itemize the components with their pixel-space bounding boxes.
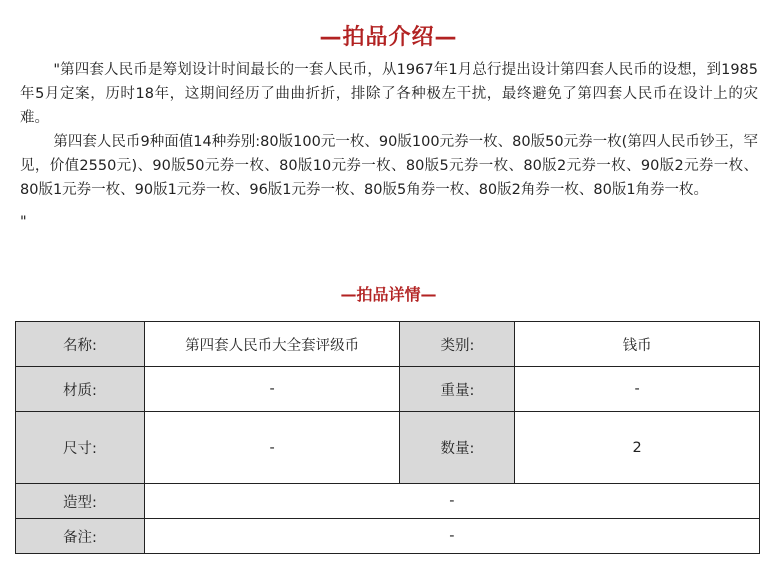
table-row	[16, 322, 760, 367]
material-label: 材质:	[16, 367, 145, 412]
weight-value: -	[515, 367, 760, 412]
material-value: -	[144, 367, 400, 412]
size-label: 尺寸:	[16, 412, 145, 484]
name-label: 名称:	[16, 322, 145, 367]
table-row	[16, 412, 760, 484]
table-row	[16, 484, 760, 519]
details-section-title: —拍品详情—	[340, 285, 437, 304]
lot-details-table	[15, 321, 760, 554]
quantity-label: 数量:	[400, 412, 515, 484]
table-row	[16, 367, 760, 412]
remarks-label: 备注:	[16, 519, 145, 554]
intro-text-block	[20, 58, 758, 234]
size-value: -	[144, 412, 400, 484]
remarks-value: -	[144, 519, 759, 554]
shape-label: 造型:	[16, 484, 145, 519]
table-row	[16, 519, 760, 554]
name-value: 第四套人民币大全套评级币	[144, 322, 400, 367]
intro-section-title: —拍品介绍—	[319, 25, 458, 50]
intro-paragraph-history: "第四套人民币是筹划设计时间最长的一套人民币，从1967年1月总行提出设计第四套人民币的设想，到1985年5月定案，历时18年，这期间经历了曲曲折折，排除了各种极左干扰，最终避免了第四套人民币在设计上的灾难。	[20, 62, 758, 126]
category-value: 钱币	[515, 322, 760, 367]
quantity-value: 2	[515, 412, 760, 484]
intro-closing-quote: "	[20, 214, 27, 230]
shape-value: -	[144, 484, 759, 519]
weight-label: 重量:	[400, 367, 515, 412]
intro-paragraph-denominations: 第四套人民币9种面值14种券别:80版100元一枚、90版100元券一枚、80版50元券一枚(第四人民币钞王，罕见，价值2550元)、90版50元券一枚、80版10元券一枚、80版5元券一枚、80版2元券一枚、90版2元券一枚、80版1元券一枚、90版1元券一枚、96版1元券一枚、80版5角券一枚、80版2角券一枚、80版1角券一枚。	[20, 134, 758, 198]
category-label: 类别:	[400, 322, 515, 367]
